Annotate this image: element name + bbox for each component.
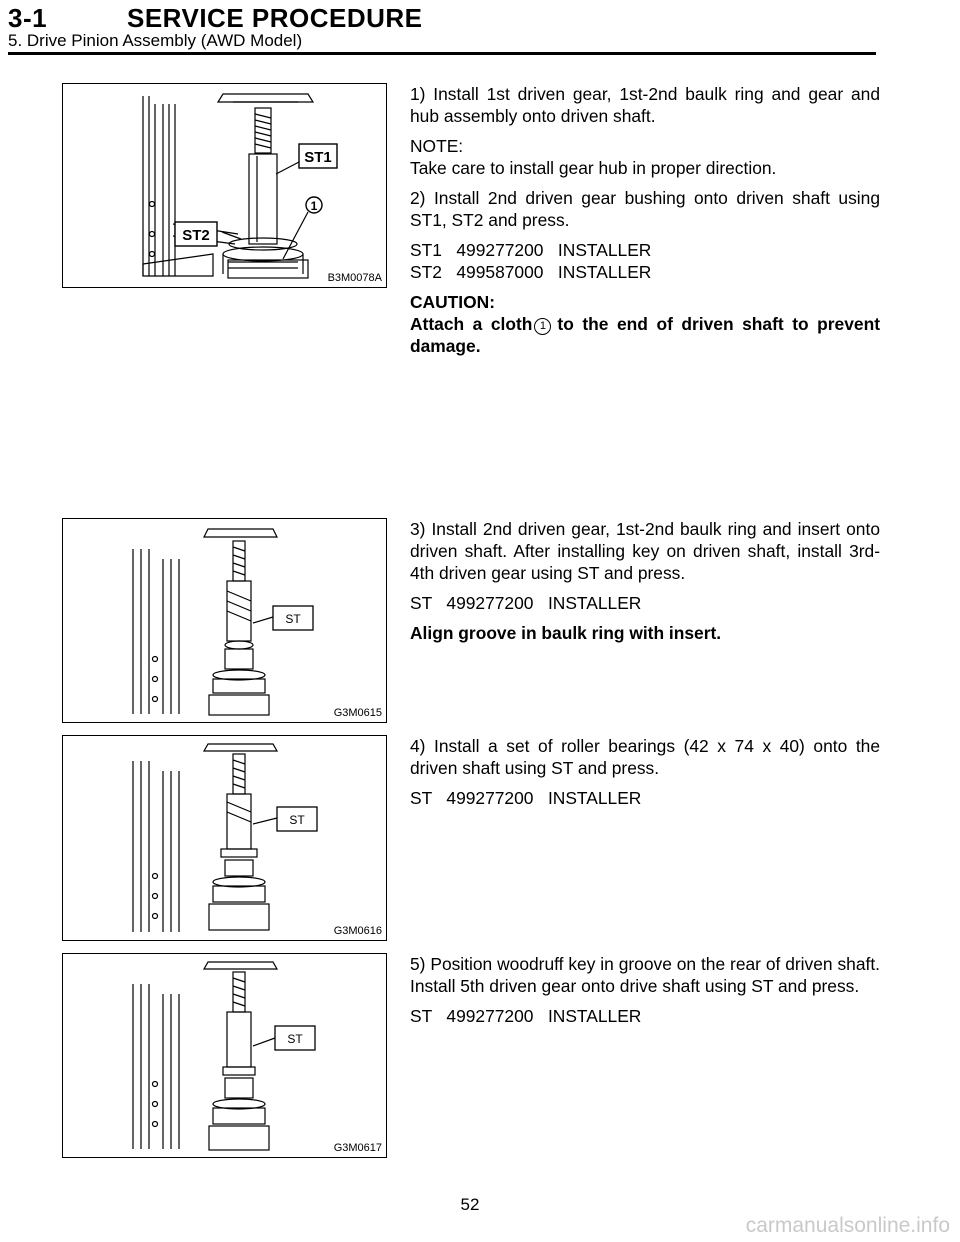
caution-label: CAUTION: xyxy=(410,292,496,312)
page-subtitle: 5. Drive Pinion Assembly (AWD Model) xyxy=(8,31,303,50)
figure-b3m0078a xyxy=(62,83,387,288)
tool-st1: ST1 499277200 INSTALLER xyxy=(410,240,652,260)
steps-1-2 xyxy=(410,83,880,365)
press-illustration-4 xyxy=(63,954,387,1158)
note-label: NOTE: xyxy=(410,136,464,156)
callout-1: 1 xyxy=(310,199,318,213)
page-number: 52 xyxy=(460,1195,480,1214)
figure-code: G3M0617 xyxy=(333,1142,382,1154)
step-3-block xyxy=(410,518,880,652)
press-illustration-1 xyxy=(63,84,387,288)
callout-ref-1: 1 xyxy=(534,318,551,335)
step-1: 1) Install 1st driven gear, 1st-2nd baulk ring and gear and hub assembly onto driven shaft. xyxy=(410,84,880,126)
figure-code: G3M0615 xyxy=(333,707,382,719)
step-4-block xyxy=(410,735,880,817)
step-2: 2) Install 2nd driven gear bushing onto driven shaft using ST1, ST2 and press. xyxy=(410,188,880,230)
caution-text xyxy=(410,313,880,357)
press-illustration-2 xyxy=(63,519,387,723)
figure-g3m0615 xyxy=(62,518,387,723)
tool-st2: ST2 499587000 INSTALLER xyxy=(410,262,652,282)
header-rule xyxy=(8,52,876,55)
caution-text-b: to the end of driven shaft to prevent damage. xyxy=(410,314,880,356)
note-text: Take care to install gear hub in proper direction. xyxy=(410,158,777,178)
watermark: carmanualsonline.info xyxy=(745,1214,950,1237)
step-3-emphasis: Align groove in baulk ring with insert. xyxy=(410,623,722,643)
figure-g3m0617 xyxy=(62,953,387,1158)
tool-st: ST 499277200 INSTALLER xyxy=(410,1006,642,1026)
figure-code: G3M0616 xyxy=(333,925,382,937)
caution-text-a: Attach a cloth xyxy=(410,314,533,334)
label-st: ST xyxy=(289,813,305,827)
tool-st: ST 499277200 INSTALLER xyxy=(410,788,642,808)
section-number: 3-1 xyxy=(8,3,48,33)
step-4: 4) Install a set of roller bearings (42 x 74 x 40) onto the driven shaft using ST and press. xyxy=(410,736,880,778)
step-5-block xyxy=(410,953,880,1035)
label-st: ST xyxy=(285,612,301,626)
figure-code: B3M0078A xyxy=(327,272,382,284)
label-st: ST xyxy=(287,1032,303,1046)
label-st2: ST2 xyxy=(182,227,210,244)
step-3: 3) Install 2nd driven gear, 1st-2nd baulk ring and insert onto driven shaft. After installing key on driven shaft, install 3rd-4th driven gear using ST and press. xyxy=(410,519,880,583)
page-title: SERVICE PROCEDURE xyxy=(127,3,423,33)
label-st1: ST1 xyxy=(304,149,332,166)
tool-st: ST 499277200 INSTALLER xyxy=(410,593,642,613)
figure-g3m0616 xyxy=(62,735,387,941)
press-illustration-3 xyxy=(63,736,387,941)
step-5: 5) Position woodruff key in groove on the rear of driven shaft. Install 5th driven gear onto drive shaft using ST and press. xyxy=(410,954,880,996)
